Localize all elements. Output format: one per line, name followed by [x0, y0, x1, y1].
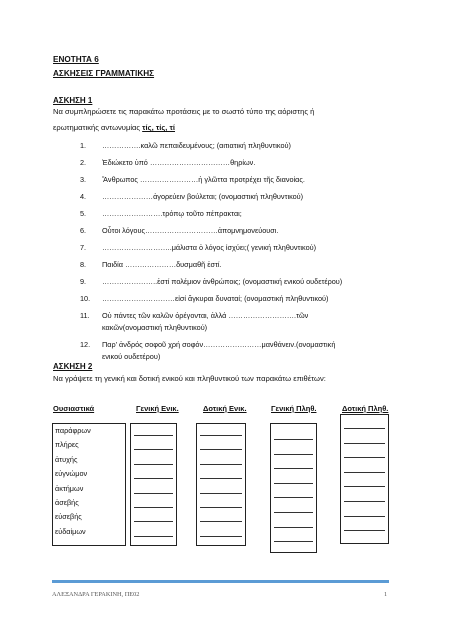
answer-blank[interactable]	[274, 497, 313, 498]
footer-author: ΑΛΕΞΑΝΔΡΑ ΓΕΡΑΚΙΝΗ, ΠΕ02	[52, 591, 140, 598]
answer-blank[interactable]	[344, 486, 385, 487]
answer-blank[interactable]	[274, 454, 313, 455]
answer-blank[interactable]	[134, 435, 173, 436]
answer-blank[interactable]	[200, 493, 242, 494]
footer-rule	[52, 580, 389, 583]
answer-blank[interactable]	[134, 449, 173, 450]
exercise1-item	[80, 225, 410, 236]
header-dative-singular: Δοτική Ενικ.	[203, 404, 247, 413]
answer-blank[interactable]	[134, 464, 173, 465]
noun-item: ἀτυχής	[55, 454, 78, 464]
item-text: …………………….τρόπῳ τοῦτο πέπρακται;	[102, 209, 242, 218]
unit-title: ΕΝΟΤΗΤΑ 6	[53, 55, 99, 64]
exercise1-item	[80, 140, 410, 151]
item-text: Οὐ πάντες τῶν καλῶν ὀρέγονται, ἀλλά ……………………….τῶν	[102, 311, 309, 320]
header-nouns: Ουσιαστικά	[53, 404, 95, 413]
exercise1-instructions	[53, 104, 413, 136]
item-number: 5.	[80, 209, 87, 218]
answer-blank[interactable]	[134, 536, 173, 537]
noun-item: ἀσεβής	[55, 498, 79, 508]
answer-blank[interactable]	[274, 541, 313, 542]
exercise1-item	[80, 242, 410, 253]
item-number: 7.	[80, 243, 87, 252]
exercise1-item	[80, 259, 410, 270]
instructions-line1: Να συμπληρώσετε τις παρακάτω προτάσεις με το σωστό τύπο της αόριστης ή	[53, 107, 315, 116]
noun-item: εὐγνώμον	[55, 469, 88, 479]
dative-singular-box	[196, 423, 246, 546]
noun-item: πλήρες	[55, 440, 79, 450]
item-text: Οὗτοι λόγους…………………………ἀπομνημονεύουσι.	[102, 226, 279, 235]
exercise1-item	[80, 293, 410, 304]
answer-blank[interactable]	[274, 512, 313, 513]
exercise2-instructions: Να γράψετε τη γενική και δοτική ενικού και πληθυντικού των παρακάτω επιθέτων:	[53, 374, 326, 383]
item-number: 12.	[80, 340, 91, 349]
answer-blank[interactable]	[200, 449, 242, 450]
answer-blank[interactable]	[344, 530, 385, 531]
item-number: 8.	[80, 260, 87, 269]
item-text: Παρ’ ἀνδρός σοφοῦ χρή σοφόν……………………μανθάνειν.(ονομαστική	[102, 340, 336, 349]
genitive-plural-box	[270, 423, 317, 553]
answer-blank[interactable]	[200, 507, 242, 508]
dative-plural-box	[340, 414, 389, 544]
nouns-box	[52, 423, 126, 546]
noun-item: ἀκτήμων	[55, 483, 84, 493]
item-number: 11.	[80, 311, 90, 320]
exercise1-list	[80, 140, 410, 368]
item-number: 9.	[80, 277, 87, 286]
answer-blank[interactable]	[344, 428, 385, 429]
answer-blank[interactable]	[344, 457, 385, 458]
header-genitive-singular: Γενική Ενικ.	[136, 404, 179, 413]
item-text: …………………………εἰσί ἄγκυραι δυναταί; (ονομαστική πληθυντικού)	[102, 294, 329, 303]
item-number: 10.	[80, 294, 91, 303]
answer-blank[interactable]	[344, 516, 385, 517]
answer-blank[interactable]	[344, 472, 385, 473]
answer-blank[interactable]	[274, 527, 313, 528]
exercise1-item	[80, 310, 410, 321]
exercise1-title: ΑΣΚΗΣΗ 1	[53, 96, 93, 105]
item-text: Ἐδιώκετο ὑπό ……………………………θηρίων.	[102, 158, 256, 167]
answer-blank[interactable]	[200, 521, 242, 522]
header-genitive-plural: Γενική Πληθ.	[271, 404, 317, 413]
answer-blank[interactable]	[200, 464, 242, 465]
page-subtitle: ΑΣΚΗΣΕΙΣ ΓΡΑΜΜΑΤΙΚΗΣ	[53, 69, 155, 78]
item-text-continuation: ενικού ουδετέρου)	[102, 352, 161, 361]
page-number: 1	[384, 591, 388, 598]
header-dative-plural: Δοτική Πληθ.	[342, 404, 389, 413]
exercise1-item	[80, 208, 410, 219]
exercise1-item	[80, 174, 410, 185]
item-number: 2.	[80, 158, 87, 167]
item-number: 6.	[80, 226, 87, 235]
pronoun-forms: τίς, τίς, τί	[142, 123, 176, 132]
exercise1-item	[80, 276, 410, 287]
answer-blank[interactable]	[274, 468, 313, 469]
answer-blank[interactable]	[344, 501, 385, 502]
item-text: Ἄνθρωπος ……………………ἡ γλῶττα προτρέχει τῆς διανοίας.	[102, 175, 305, 184]
exercise1-item	[80, 157, 410, 168]
exercise2-title: ΑΣΚΗΣΗ 2	[53, 362, 93, 371]
noun-item: εὐσεβής	[55, 512, 82, 522]
answer-blank[interactable]	[134, 507, 173, 508]
noun-item: εὐδαίμων	[55, 526, 86, 536]
item-text: Παιδία …………………δυσμαθῆ ἐστί.	[102, 260, 222, 269]
answer-blank[interactable]	[274, 439, 313, 440]
exercise1-item	[80, 191, 410, 202]
item-text-continuation: κακῶν(ονομαστική πληθυντικού)	[102, 323, 208, 332]
exercise1-item	[80, 339, 410, 350]
answer-blank[interactable]	[274, 483, 313, 484]
item-text: …………….καλῶ πεπαιδευμένους; (αιτιατική πληθυντικού)	[102, 141, 291, 150]
answer-blank[interactable]	[134, 493, 173, 494]
item-text: ………………………..μάλιστα ὁ λόγος ἰσχύει;( γενική πληθυντικού)	[102, 243, 317, 252]
noun-item: παράφρων	[55, 426, 91, 435]
item-number: 1.	[80, 141, 87, 150]
instructions-line2-text: ερωτηματικής αντωνυμίας	[53, 123, 143, 132]
instructions-line2	[53, 120, 413, 136]
genitive-singular-box	[130, 423, 177, 546]
item-number: 3.	[80, 175, 87, 184]
answer-blank[interactable]	[134, 521, 173, 522]
answer-blank[interactable]	[344, 443, 385, 444]
item-text: …………………ἀγορεύειν βούλεται; (ονομαστική πληθυντικού)	[102, 192, 304, 201]
item-number: 4.	[80, 192, 87, 201]
answer-blank[interactable]	[200, 536, 242, 537]
item-text: …………………..ἐστί πολέμιον ἀνθρώποις; (ονομαστική ενικού ουδετέρου)	[102, 277, 343, 286]
answer-blank[interactable]	[200, 478, 242, 479]
answer-blank[interactable]	[200, 435, 242, 436]
answer-blank[interactable]	[134, 478, 173, 479]
